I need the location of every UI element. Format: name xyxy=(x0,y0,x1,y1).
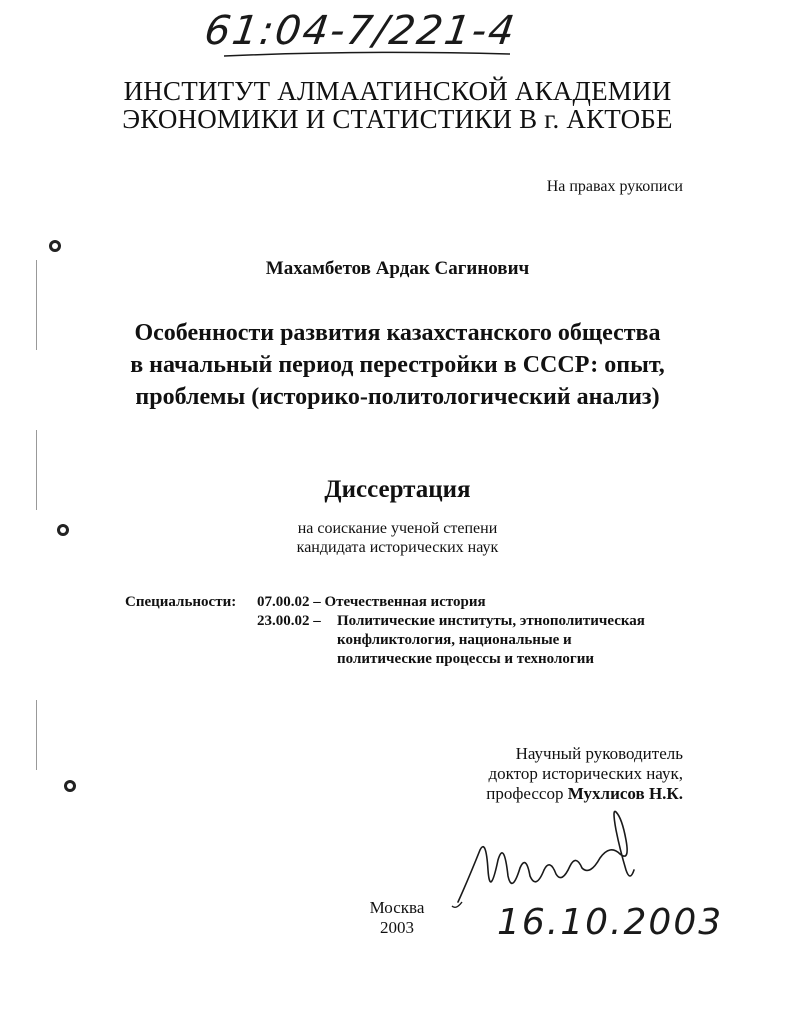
supervisor-rank: профессор xyxy=(486,784,568,803)
specialty-2-line-3: политические процессы и технологии xyxy=(337,651,594,667)
supervisor-degree: доктор исторических наук, xyxy=(488,764,683,783)
supervisor-name: Мухлисов Н.К. xyxy=(567,784,683,803)
specialties-label: Специальности: xyxy=(125,594,237,610)
specialty-2-line-2: конфликтология, национальные и xyxy=(337,632,572,648)
manuscript-rights-note: На правах рукописи xyxy=(546,178,683,195)
archive-code-underline xyxy=(222,48,512,62)
document-type: Диссертация xyxy=(324,476,471,503)
supervisor-title: Научный руководитель xyxy=(515,744,683,763)
author-name: Махамбетов Ардак Сагинович xyxy=(265,258,530,279)
degree-line-2: кандидата исторических наук xyxy=(296,539,499,556)
binding-hole-mark xyxy=(49,240,61,252)
scan-edge-line xyxy=(36,700,37,770)
year: 2003 xyxy=(380,918,414,937)
dissertation-title-line-2: в начальный период перестройки в СССР: опыт, xyxy=(130,352,665,378)
archive-code-handwritten: 61:04-7/221-4 xyxy=(201,8,520,54)
binding-hole-mark xyxy=(64,780,76,792)
degree-line-1: на соискание ученой степени xyxy=(297,520,498,537)
specialty-1: 07.00.02 – Отечественная история xyxy=(257,594,486,610)
specialty-2-code: 23.00.02 – xyxy=(257,613,321,629)
institute-name-line-2: ЭКОНОМИКИ И СТАТИСТИКИ В г. АКТОБЕ xyxy=(122,104,673,134)
city: Москва xyxy=(369,898,425,917)
institute-name-line-1: ИНСТИТУТ АЛМААТИНСКОЙ АКАДЕМИИ xyxy=(123,76,672,106)
dissertation-title-line-1: Особенности развития казахстанского общества xyxy=(134,320,661,346)
supervisor-name-line xyxy=(486,784,683,804)
signature-date-handwritten: 16.10.2003 xyxy=(497,902,724,943)
specialty-2-line-1: Политические институты, этнополитическая xyxy=(337,613,645,629)
dissertation-title-line-3: проблемы (историко-политологический анализ) xyxy=(135,384,660,410)
